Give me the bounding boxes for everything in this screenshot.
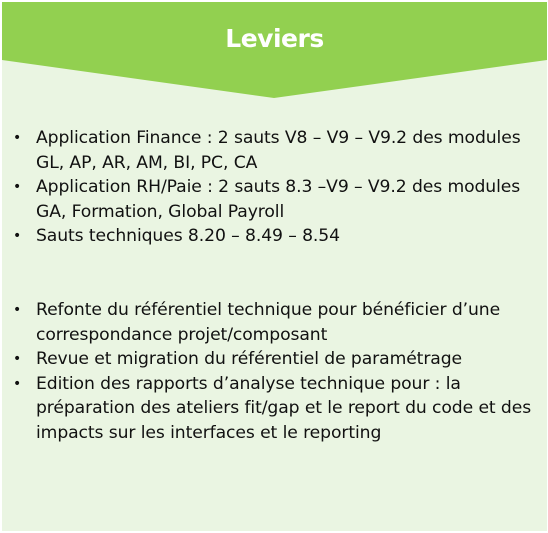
list-item-text: Sauts techniques 8.20 – 8.49 – 8.54 bbox=[36, 226, 340, 246]
scope-list bbox=[2, 126, 547, 249]
bullet-icon: • bbox=[13, 302, 22, 318]
list-item-text: Application RH/Paie : 2 sauts 8.3 –V9 – V9.2 des modules GA, Formation, Global Payroll bbox=[36, 177, 521, 222]
list-item-text: Revue et migration du référentiel de paramétrage bbox=[36, 349, 463, 369]
actions-list bbox=[2, 298, 547, 445]
list-item bbox=[2, 224, 547, 249]
bullet-icon: • bbox=[13, 130, 22, 146]
bullet-icon: • bbox=[13, 228, 22, 244]
list-item bbox=[2, 298, 547, 347]
bullet-icon: • bbox=[13, 351, 22, 367]
bullet-icon: • bbox=[13, 179, 22, 195]
header-title: Leviers bbox=[225, 24, 324, 53]
header-banner bbox=[2, 2, 547, 100]
list-item bbox=[2, 126, 547, 175]
list-item bbox=[2, 175, 547, 224]
list-item bbox=[2, 347, 547, 372]
list-item bbox=[2, 372, 547, 446]
bullet-icon: • bbox=[13, 375, 22, 392]
list-item-text: Application Finance : 2 sauts V8 – V9 – V9.2 des modules GL, AP, AR, AM, BI, PC, CA bbox=[36, 128, 521, 173]
list-item-text: Edition des rapports d’analyse technique pour : la préparation des ateliers fit/gap et le report du code et des impacts sur les interfaces et le reporting bbox=[36, 373, 532, 443]
list-item-text: Refonte du référentiel technique pour bénéficier d’une correspondance projet/composant bbox=[36, 300, 501, 345]
levers-card bbox=[2, 2, 547, 531]
